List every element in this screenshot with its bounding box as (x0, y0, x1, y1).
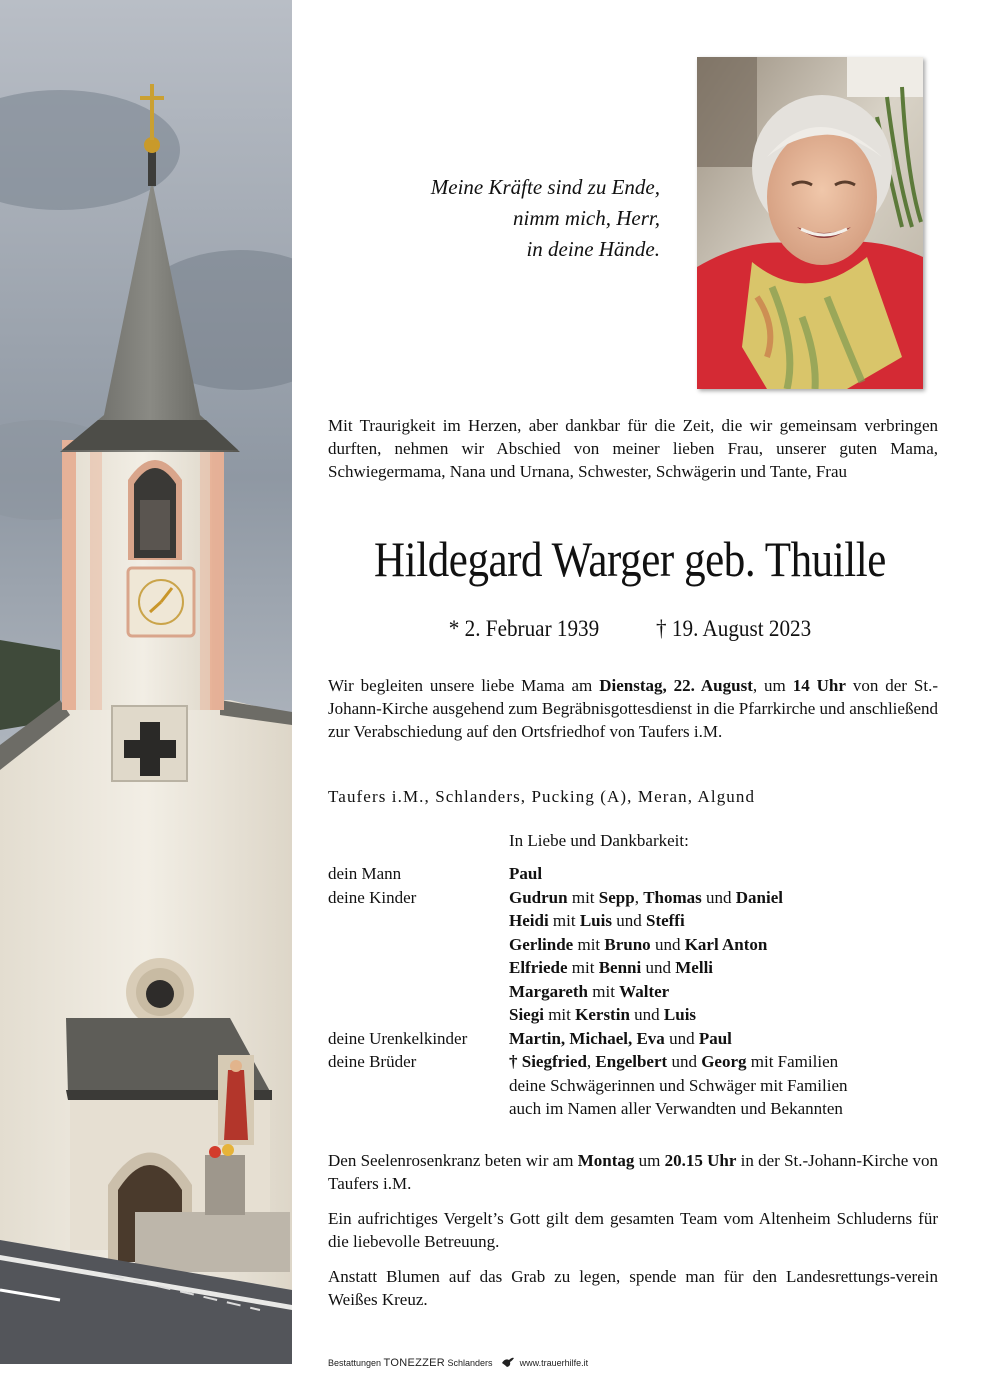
member-name: Thomas (643, 887, 702, 907)
member-name: Benni (598, 958, 642, 977)
funeral-text (328, 674, 938, 743)
family-row (328, 1027, 938, 1051)
family-row (328, 1097, 938, 1121)
family-row (328, 909, 938, 933)
quote-line: nimm mich, Herr, (513, 206, 660, 230)
death-date: † 19. August 2023 (656, 616, 812, 641)
footer-suffix: Schlanders (445, 1358, 493, 1368)
funeral-time: 14 Uhr (792, 676, 846, 695)
text-run: und (650, 934, 685, 954)
text-run: , um (752, 676, 793, 695)
church-photo (0, 0, 292, 1364)
quote-line: in deine Hände. (526, 237, 660, 261)
birth-date: * 2. Februar 1939 (448, 616, 600, 641)
member-name: Sepp (598, 887, 635, 907)
member-name: Gerlinde (509, 934, 574, 954)
family-row (328, 1050, 938, 1074)
text-run: und (641, 958, 676, 977)
gratitude-text: Ein aufrichtiges Vergelt’s Gott gilt dem gesamten Team vom Altenheim Schluderns für die liebevolle Betreuung. (328, 1209, 938, 1251)
deceased-name: Hildegard Warger geb. Thuille (374, 531, 886, 587)
family-row (328, 980, 938, 1004)
family-row (328, 862, 938, 886)
member-name: Luis (663, 1005, 697, 1024)
text-run: um (634, 1151, 665, 1170)
family-members (509, 862, 542, 886)
rosary-time: 20.15 Uhr (664, 1151, 737, 1170)
quote (340, 172, 660, 265)
text-run: mit (543, 1005, 576, 1024)
rosary-day: Montag (577, 1151, 635, 1170)
portrait-photo (697, 57, 923, 389)
intro-text: Mit Traurigkeit im Herzen, aber dankbar für die Zeit, die wir gemeinsam verbringen durften, nehmen wir Abschied von meiner lieben Frau, unserer guten Mama, Schwiegermama, Nana und Urnana, Schwester, Schwägerin und Tante, Frau (328, 416, 938, 481)
text-run: in der St.-Johann-Kirche von Taufers i.M. (328, 1151, 938, 1193)
member-name: Georg (701, 1052, 747, 1071)
family-row (328, 933, 938, 957)
family-members (509, 980, 669, 1004)
member-name: Steffi (645, 911, 685, 930)
footer (328, 1357, 588, 1370)
family-role: deine Urenkelkinder (328, 1028, 468, 1048)
member-name: Margareth (509, 981, 588, 1001)
family-members (509, 933, 767, 957)
member-name: Walter (619, 981, 670, 1001)
dove-icon (501, 1357, 515, 1370)
text-run: mit (573, 934, 605, 954)
family-members: deine Schwägerinnen und Schwäger mit Familien (509, 1075, 848, 1095)
family-row (328, 956, 938, 980)
text-run: Den Seelenrosenkranz beten wir am (328, 1151, 578, 1170)
footer-url[interactable]: www.trauerhilfe.it (519, 1358, 589, 1368)
member-name: Martin, Michael, Eva (509, 1028, 665, 1048)
family-members: auch im Namen aller Verwandten und Bekannten (509, 1099, 843, 1118)
family-row (328, 886, 938, 910)
text-run: , (634, 887, 644, 907)
member-name: Elfriede (509, 958, 568, 977)
family-row (328, 1074, 938, 1098)
family-members (509, 1027, 732, 1051)
quote-line: Meine Kräfte sind zu Ende, (430, 175, 660, 199)
member-name: Karl Anton (684, 934, 768, 954)
family-members (509, 956, 713, 980)
donation-text: Anstatt Blumen auf das Grab zu legen, spende man für den Landesrettungs-verein Weißes Kreuz. (328, 1267, 938, 1309)
family-members (509, 1050, 838, 1074)
member-name: Paul (509, 864, 543, 883)
member-name: Siegi (509, 1005, 544, 1024)
text-run: und (667, 1052, 702, 1071)
rosary-text (328, 1149, 938, 1195)
text-run: mit (567, 958, 599, 977)
places: Taufers i.M., Schlanders, Pucking (A), Meran, Algund (328, 787, 756, 806)
member-name: Luis (579, 911, 612, 930)
family-row (328, 1003, 938, 1027)
text-run: und (611, 911, 646, 930)
member-name: † Siegfried (509, 1052, 587, 1071)
family-role: deine Kinder (328, 887, 417, 907)
text-run: mit Familien (746, 1052, 839, 1071)
family-list (328, 862, 938, 1121)
family-members (509, 909, 685, 933)
text-run: mit (567, 887, 599, 907)
text-run: , (586, 1052, 596, 1071)
thanks-line: In Liebe und Dankbarkeit: (509, 831, 689, 850)
text-run: von der St.-Johann-Kirche ausgehend zum Begräbnisgottesdienst in die Pfarrkirche und anschließend zur Verabschiedung auf den Ortsfriedhof von Taufers i.M. (328, 676, 938, 741)
footer-prefix: Bestattungen (328, 1358, 384, 1368)
member-name: Bruno (604, 934, 651, 954)
text-run: und (629, 1005, 664, 1024)
footer-brand: TONEZZER (383, 1357, 446, 1369)
text-run: und (701, 887, 736, 907)
member-name: Paul (698, 1028, 732, 1048)
funeral-date: Dienstag, 22. August (599, 676, 753, 695)
family-members (509, 1003, 696, 1027)
member-name: Melli (675, 958, 714, 977)
text-run: mit (548, 911, 580, 930)
family-members (509, 886, 783, 910)
text-run: mit (588, 981, 620, 1001)
life-dates (326, 614, 933, 644)
text-run: Wir begleiten unsere liebe Mama am (328, 676, 600, 695)
member-name: Gudrun (509, 887, 568, 907)
member-name: Heidi (509, 911, 549, 930)
member-name: Engelbert (595, 1052, 668, 1071)
member-name: Daniel (735, 887, 783, 907)
family-role: dein Mann (328, 864, 402, 883)
text-run: und (664, 1028, 699, 1048)
family-role: deine Brüder (328, 1052, 417, 1071)
member-name: Kerstin (575, 1005, 630, 1024)
